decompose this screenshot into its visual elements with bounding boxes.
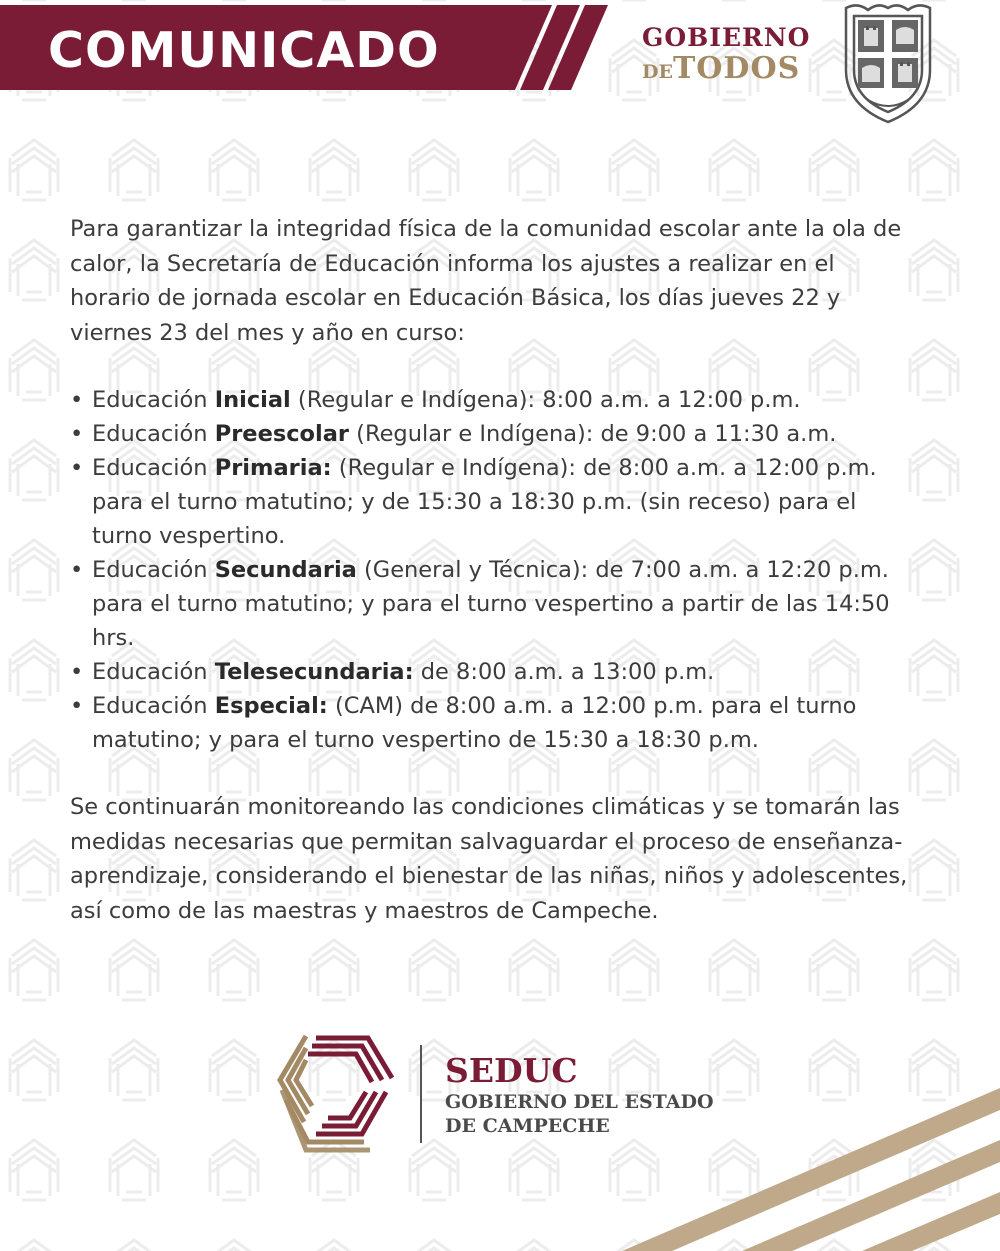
schedule-detail: (General y Técnica): de 7:00 a.m. a 12:20 p.m. para el turno matutino; y para el turno vespertino a partir de las 14:50 hrs. (92, 557, 890, 651)
bullet-icon: • (70, 557, 84, 583)
schedule-prefix: Educación (92, 659, 215, 685)
schedule-level: Especial: (214, 693, 328, 719)
seduc-name: SEDUC (445, 1051, 578, 1090)
schedule-prefix: Educación (92, 421, 215, 447)
schedule-item-especial (70, 689, 920, 757)
gov-logo-todos: TODOS (672, 51, 801, 86)
schedule-level: Secundaria (214, 557, 357, 583)
schedule-list (70, 383, 920, 757)
schedule-detail: (Regular e Indígena): 8:00 a.m. a 12:00 p.m. (290, 387, 801, 413)
footer-divider (420, 1045, 422, 1143)
closing-paragraph: Se continuarán monitoreando las condiciones climáticas y se tomarán las medidas necesarias que permitan salvaguardar el proceso de enseñanza-aprendizaje, considerando el bienestar de las niñas, niños y adolescentes, así como de las maestras y maestros de Campeche. (70, 794, 908, 924)
page-title: COMUNICADO (48, 22, 440, 79)
schedule-level: Telesecundaria: (214, 659, 414, 685)
header-banner (0, 5, 560, 90)
seduc-hexagon-logo-icon (276, 1030, 396, 1155)
schedule-detail: de 8:00 a.m. a 13:00 p.m. (413, 659, 715, 685)
gobierno-de-todos-logo (642, 24, 810, 90)
schedule-level: Primaria: (214, 455, 332, 481)
schedule-prefix: Educación (92, 557, 215, 583)
schedule-level: Preescolar (214, 421, 350, 447)
bullet-icon: • (70, 693, 84, 719)
schedule-item-preescolar (70, 417, 920, 451)
schedule-prefix: Educación (92, 693, 215, 719)
schedule-item-primaria (70, 451, 920, 553)
seduc-line2: DE CAMPECHE (445, 1115, 610, 1137)
schedule-item-secundaria (70, 553, 920, 655)
seduc-wordmark (445, 1052, 714, 1138)
schedule-detail: (CAM) de 8:00 a.m. a 12:00 p.m. para el turno matutino; y para el turno vespertino de 15:30 a 18:30 p.m. (92, 693, 857, 753)
gov-logo-de: DE (642, 61, 673, 83)
schedule-level: Inicial (214, 387, 291, 413)
intro-paragraph: Para garantizar la integridad física de la comunidad escolar ante la ola de calor, la Secretaría de Educación informa los ajustes a realizar en el horario de jornada escolar en Educación Básica, los días jueves 22 y viernes 23 del mes y año en curso: (70, 216, 902, 346)
schedule-detail: (Regular e Indígena): de 9:00 a 11:30 a.m. (349, 421, 837, 447)
gov-logo-line2 (642, 52, 810, 90)
bullet-icon: • (70, 455, 84, 481)
gov-logo-line1: GOBIERNO (642, 23, 811, 52)
campeche-coat-of-arms-icon (838, 0, 938, 128)
schedule-item-telesecundaria (70, 655, 920, 689)
schedule-item-inicial (70, 383, 920, 417)
schedule-detail: (Regular e Indígena): de 8:00 a.m. a 12:00 p.m. para el turno matutino; y de 15:30 a 18:30 p.m. (sin receso) para el turno vespertino. (92, 455, 877, 549)
bullet-icon: • (70, 421, 84, 447)
bullet-icon: • (70, 387, 84, 413)
schedule-prefix: Educación (92, 387, 215, 413)
communique-content (70, 212, 920, 928)
bullet-icon: • (70, 659, 84, 685)
seduc-line1: GOBIERNO DEL ESTADO (445, 1091, 714, 1113)
schedule-prefix: Educación (92, 455, 215, 481)
